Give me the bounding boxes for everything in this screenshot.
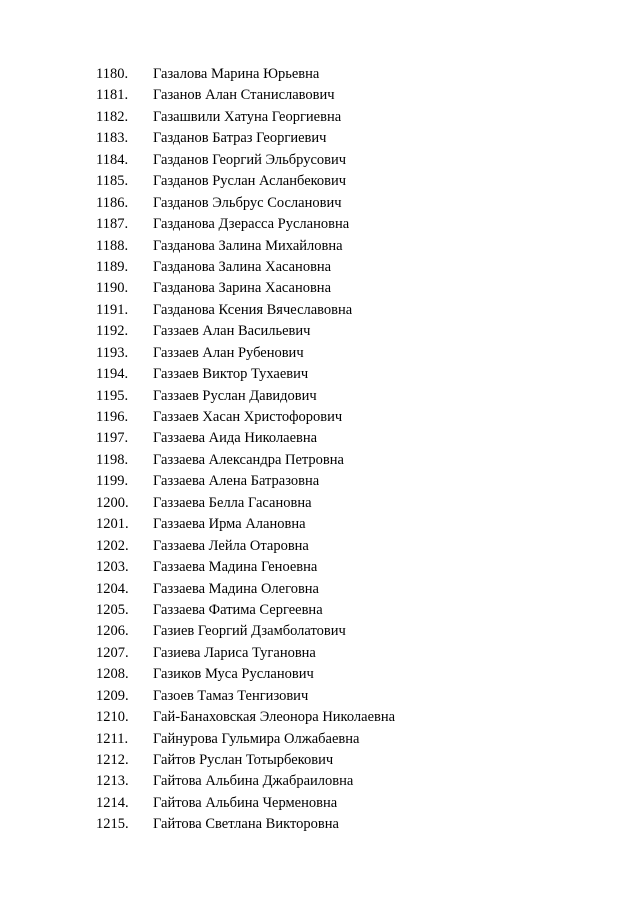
list-item xyxy=(96,600,395,621)
entry-number: 1190. xyxy=(96,280,129,297)
entry-name: Гайтов Руслан Тотырбекович xyxy=(153,752,334,768)
entry-name: Газзаев Хасан Христофорович xyxy=(153,409,343,425)
list-item xyxy=(96,343,395,364)
entry-name: Гайнурова Гульмира Олжабаевна xyxy=(153,730,360,747)
entry-name: Газоев Тамаз Тенгизович xyxy=(153,687,309,704)
list-item xyxy=(96,793,395,814)
entry-name: Гай-Банаховская Элеонора Николаевна xyxy=(153,709,396,726)
list-item xyxy=(96,364,395,385)
entry-number: 1194. xyxy=(96,366,129,383)
entry-name: Газиков Муса Русланович xyxy=(153,666,314,683)
list-item xyxy=(96,771,395,792)
entry-name: Газданов Руслан Асланбекович xyxy=(153,173,347,190)
entry-name: Газданов Георгий Эльбрусович xyxy=(153,151,347,168)
entry-name: Газданова Залина Михайловна xyxy=(153,237,343,254)
entry-number: 1209. xyxy=(96,687,129,704)
entry-number: 1188. xyxy=(96,237,129,254)
entry-name: Гайтова Альбина Джабраиловна xyxy=(153,773,354,790)
list-item xyxy=(96,579,395,600)
entry-number: 1195. xyxy=(96,387,129,404)
list-item xyxy=(96,407,395,428)
list-item xyxy=(96,278,395,299)
entry-name: Газданова Дзерасса Руслановна xyxy=(153,216,350,233)
entry-number: 1182. xyxy=(96,108,129,125)
entry-number: 1189. xyxy=(96,258,129,275)
entry-name: Газзаева Мадина Геноевна xyxy=(153,559,318,576)
list-item xyxy=(96,514,395,535)
entry-number: 1193. xyxy=(96,344,129,361)
list-item xyxy=(96,450,395,471)
entry-number: 1204. xyxy=(96,580,129,597)
entry-name: Газзаева Александра Петровна xyxy=(153,451,344,468)
entry-number: 1198. xyxy=(96,451,129,468)
list-item xyxy=(96,428,395,449)
entry-number: 1184. xyxy=(96,151,129,168)
list-item xyxy=(96,707,395,728)
entry-name: Газзаева Белла Гасановна xyxy=(153,494,312,511)
entry-name: Газашвили Хатуна Георгиевна xyxy=(153,108,342,125)
entry-number: 1203. xyxy=(96,559,129,576)
entry-number: 1213. xyxy=(96,773,129,790)
entry-number: 1205. xyxy=(96,601,129,618)
entry-name: Газзаев Руслан Давидович xyxy=(153,387,317,404)
entry-name: Гайтова Альбина Черменовна xyxy=(153,794,338,811)
entry-number: 1202. xyxy=(96,537,129,554)
entry-number: 1207. xyxy=(96,644,129,661)
list-item xyxy=(96,493,395,514)
entry-name: Газалова Марина Юрьевна xyxy=(153,66,320,82)
entry-number: 1197. xyxy=(96,430,129,447)
entry-name: Газзаева Алена Батразовна xyxy=(153,473,320,490)
entry-name: Газзаева Мадина Олеговна xyxy=(153,580,319,597)
entry-name: Газзаева Аида Николаевна xyxy=(153,430,318,447)
entry-number: 1215. xyxy=(96,816,129,833)
entry-name: Газзаев Виктор Тухаевич xyxy=(153,366,309,383)
list-item xyxy=(96,193,395,214)
entry-name: Газзаев Алан Васильевич xyxy=(153,323,311,340)
list-item xyxy=(96,621,395,642)
list-item xyxy=(96,750,395,771)
entry-number: 1208. xyxy=(96,666,129,683)
list-item xyxy=(96,171,395,192)
entry-name: Газданова Залина Хасановна xyxy=(153,258,332,275)
entry-number: 1185. xyxy=(96,173,129,190)
entry-name: Гайтова Светлана Викторовна xyxy=(153,816,339,833)
list-item xyxy=(96,107,395,128)
list-item xyxy=(96,128,395,149)
list-item xyxy=(96,214,395,235)
entry-name: Газданов Батраз Георгиевич xyxy=(153,130,327,147)
list-item xyxy=(96,729,395,750)
entry-name: Газзаев Алан Рубенович xyxy=(153,344,304,361)
list-item xyxy=(96,386,395,407)
name-list xyxy=(96,64,395,836)
list-item xyxy=(96,64,395,85)
entry-number: 1180. xyxy=(96,66,129,82)
list-item xyxy=(96,150,395,171)
list-item xyxy=(96,257,395,278)
entry-number: 1211. xyxy=(96,730,129,747)
entry-name: Газданова Ксения Вячеславовна xyxy=(153,301,353,318)
entry-number: 1196. xyxy=(96,409,129,425)
entry-number: 1210. xyxy=(96,709,129,726)
list-item xyxy=(96,686,395,707)
list-item xyxy=(96,557,395,578)
entry-number: 1186. xyxy=(96,194,129,211)
entry-number: 1183. xyxy=(96,130,129,147)
entry-number: 1212. xyxy=(96,752,129,768)
entry-name: Газзаева Ирма Алановна xyxy=(153,516,306,533)
entry-number: 1192. xyxy=(96,323,129,340)
entry-name: Газиев Георгий Дзамболатович xyxy=(153,623,346,640)
entry-number: 1187. xyxy=(96,216,129,233)
list-item xyxy=(96,236,395,257)
list-item xyxy=(96,471,395,492)
entry-number: 1214. xyxy=(96,794,129,811)
list-item xyxy=(96,664,395,685)
entry-number: 1199. xyxy=(96,473,129,490)
entry-number: 1200. xyxy=(96,494,129,511)
entry-name: Газзаева Фатима Сергеевна xyxy=(153,601,323,618)
entry-number: 1181. xyxy=(96,87,129,104)
entry-name: Газанов Алан Станиславович xyxy=(153,87,335,104)
entry-number: 1206. xyxy=(96,623,129,640)
list-item xyxy=(96,321,395,342)
list-item xyxy=(96,643,395,664)
list-item xyxy=(96,536,395,557)
entry-number: 1191. xyxy=(96,301,129,318)
list-item xyxy=(96,300,395,321)
list-item xyxy=(96,814,395,835)
entry-name: Газзаева Лейла Отаровна xyxy=(153,537,309,554)
entry-name: Газданова Зарина Хасановна xyxy=(153,280,332,297)
entry-name: Газданов Эльбрус Сосланович xyxy=(153,194,342,211)
list-item xyxy=(96,85,395,106)
entry-name: Газиева Лариса Тугановна xyxy=(153,644,316,661)
entry-number: 1201. xyxy=(96,516,129,533)
